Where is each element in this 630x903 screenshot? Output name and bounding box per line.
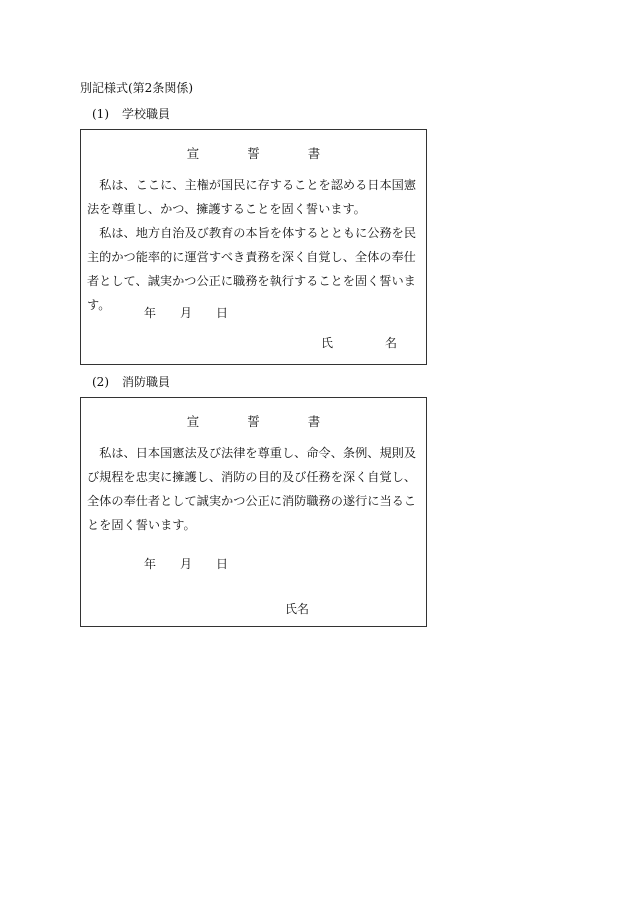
section-number: (1) (92, 107, 109, 121)
oath-paragraph: 私は、ここに、主権が国民に存することを認める日本国憲法を尊重し、かつ、擁護することを固く誓います。 (87, 178, 417, 216)
date-line (144, 305, 228, 321)
page-heading: 別記様式(第2条関係) (80, 81, 193, 95)
section-title: 学校職員 (122, 107, 171, 121)
oath-body (87, 173, 421, 317)
oath-paragraph: 私は、地方自治及び教育の本旨を体するとともに公務を民主的かつ能率的に運営すべき責務を深く自覚し、全体の奉仕者として、誠実かつ公正に職務を執行することを固く誓います。 (87, 226, 417, 312)
signature-name: 氏名 (285, 602, 310, 616)
section-label-fire-staff (92, 374, 170, 390)
oath-paragraph: 私は、日本国憲法及び法律を尊重し、命令、条例、規則及び規程を忠実に擁護し、消防の目的及び任務を深く自覚し、全体の奉仕者として誠実かつ公正に消防職務の遂行に当ることを固く誓います。 (87, 446, 417, 532)
date-year: 年 (144, 557, 157, 571)
section-title: 消防職員 (122, 375, 171, 389)
oath-form-fire-staff (80, 397, 427, 627)
date-day: 日 (216, 306, 229, 320)
oath-title: 宣 誓 書 (186, 146, 343, 161)
date-month: 月 (180, 306, 193, 320)
oath-title: 宣 誓 書 (186, 414, 343, 429)
signature-name: 氏名 (321, 336, 450, 350)
oath-body (87, 441, 421, 537)
section-number: (2) (92, 375, 109, 389)
date-line (144, 556, 228, 572)
date-day: 日 (216, 557, 229, 571)
date-year: 年 (144, 306, 157, 320)
date-month: 月 (180, 557, 193, 571)
oath-form-school-staff (80, 129, 450, 365)
section-label-school-staff (92, 106, 170, 122)
